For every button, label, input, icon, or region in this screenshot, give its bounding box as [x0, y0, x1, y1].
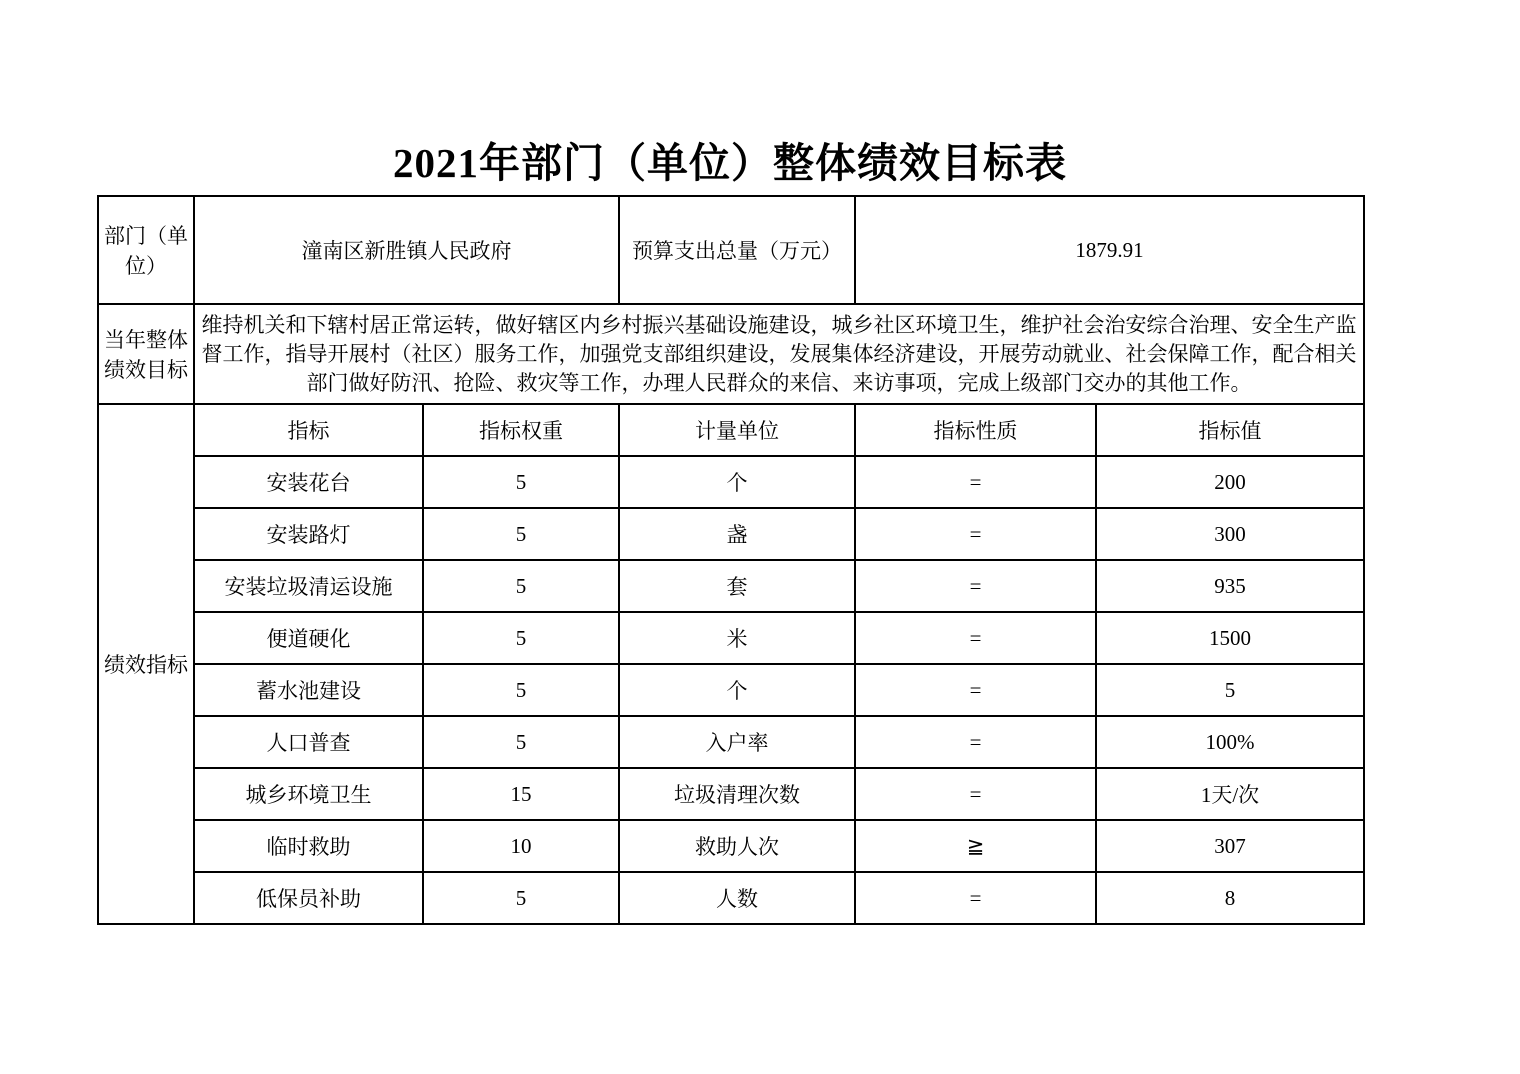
cell-nature: = — [855, 872, 1096, 924]
cell-weight: 5 — [423, 872, 619, 924]
cell-indicator: 低保员补助 — [194, 872, 423, 924]
cell-indicator: 蓄水池建设 — [194, 664, 423, 716]
header-unit: 计量单位 — [619, 404, 855, 456]
cell-indicator: 便道硬化 — [194, 612, 423, 664]
header-nature: 指标性质 — [855, 404, 1096, 456]
annual-goal-row — [98, 304, 1364, 404]
cell-indicator: 安装垃圾清运设施 — [194, 560, 423, 612]
cell-weight: 5 — [423, 664, 619, 716]
table-row — [98, 768, 1364, 820]
page-title: 2021年部门（单位）整体绩效目标表 — [393, 140, 1067, 186]
cell-indicator: 人口普查 — [194, 716, 423, 768]
indicator-header-row — [98, 404, 1364, 456]
cell-unit: 个 — [619, 456, 855, 508]
cell-unit: 个 — [619, 664, 855, 716]
table-row — [98, 612, 1364, 664]
cell-nature: = — [855, 456, 1096, 508]
section-label-cell: 绩效指标 — [98, 404, 194, 924]
cell-unit: 垃圾清理次数 — [619, 768, 855, 820]
cell-nature: = — [855, 664, 1096, 716]
cell-value: 200 — [1096, 456, 1364, 508]
cell-value: 8 — [1096, 872, 1364, 924]
cell-indicator: 临时救助 — [194, 820, 423, 872]
performance-target-table — [97, 195, 1365, 925]
cell-nature: ≧ — [855, 820, 1096, 872]
cell-weight: 5 — [423, 456, 619, 508]
cell-nature: = — [855, 612, 1096, 664]
cell-value: 307 — [1096, 820, 1364, 872]
cell-nature: = — [855, 768, 1096, 820]
table-row — [98, 560, 1364, 612]
cell-weight: 5 — [423, 716, 619, 768]
header-indicator: 指标 — [194, 404, 423, 456]
cell-value: 1500 — [1096, 612, 1364, 664]
cell-unit: 救助人次 — [619, 820, 855, 872]
cell-unit: 盏 — [619, 508, 855, 560]
cell-indicator: 安装路灯 — [194, 508, 423, 560]
cell-nature: = — [855, 560, 1096, 612]
cell-unit: 米 — [619, 612, 855, 664]
table-row — [98, 508, 1364, 560]
cell-nature: = — [855, 716, 1096, 768]
table-row — [98, 820, 1364, 872]
cell-value: 5 — [1096, 664, 1364, 716]
table-row — [98, 716, 1364, 768]
budget-label-cell: 预算支出总量（万元） — [619, 196, 855, 304]
header-weight: 指标权重 — [423, 404, 619, 456]
cell-indicator: 城乡环境卫生 — [194, 768, 423, 820]
cell-weight: 5 — [423, 560, 619, 612]
table-row — [98, 872, 1364, 924]
cell-value: 100% — [1096, 716, 1364, 768]
goal-text-cell: 维持机关和下辖村居正常运转，做好辖区内乡村振兴基础设施建设，城乡社区环境卫生，维护社会治安综合治理、安全生产监督工作，指导开展村（社区）服务工作，加强党支部组织建设，发展集体经济建设，开展劳动就业、社会保障工作，配合相关部门做好防汛、抢险、救灾等工作，办理人民群众的来信、来访事项，完成上级部门交办的其他工作。 — [194, 304, 1364, 404]
cell-weight: 5 — [423, 612, 619, 664]
cell-value: 935 — [1096, 560, 1364, 612]
cell-indicator: 安装花台 — [194, 456, 423, 508]
cell-value: 1天/次 — [1096, 768, 1364, 820]
cell-value: 300 — [1096, 508, 1364, 560]
table-row — [98, 664, 1364, 716]
cell-unit: 入户率 — [619, 716, 855, 768]
cell-unit: 套 — [619, 560, 855, 612]
budget-value-cell: 1879.91 — [855, 196, 1364, 304]
department-row — [98, 196, 1364, 304]
cell-unit: 人数 — [619, 872, 855, 924]
goal-label-cell: 当年整体绩效目标 — [98, 304, 194, 404]
table-row — [98, 456, 1364, 508]
cell-weight: 5 — [423, 508, 619, 560]
department-label-cell: 部门（单位） — [98, 196, 194, 304]
document-sheet — [97, 0, 1363, 925]
cell-nature: = — [855, 508, 1096, 560]
cell-weight: 10 — [423, 820, 619, 872]
department-value-cell: 潼南区新胜镇人民政府 — [194, 196, 619, 304]
header-value: 指标值 — [1096, 404, 1364, 456]
cell-weight: 15 — [423, 768, 619, 820]
